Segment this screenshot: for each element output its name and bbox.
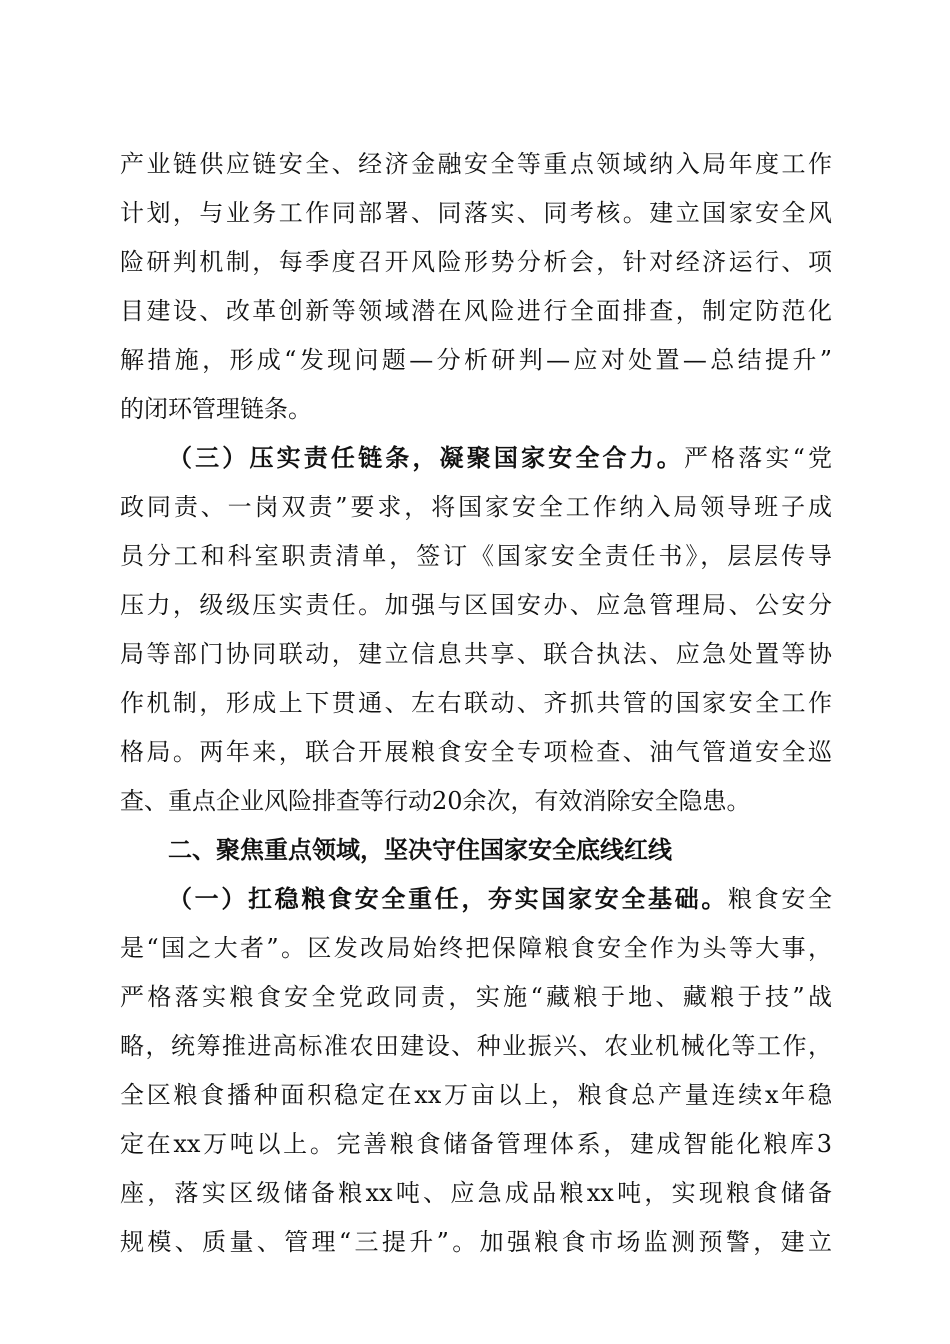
- paragraph-2-line-7: 格局。两年来，联合开展粮食安全专项检查、油气管道安全巡: [120, 738, 832, 766]
- paragraph-3-line-1: [168, 882, 832, 916]
- paragraph-1-line-2: 计划，与业务工作同部署、同落实、同考核。建立国家安全风: [120, 199, 832, 227]
- section-heading: 二、聚焦重点领域，坚决守住国家安全底线红线: [168, 836, 672, 864]
- paragraph-1-line-6: 的闭环管理链条。: [120, 395, 312, 423]
- paragraph-2-line-6: 作机制，形成上下贯通、左右联动、齐抓共管的国家安全工作: [120, 689, 832, 717]
- paragraph-3-first-line-rest: 粮食安全: [728, 885, 832, 913]
- paragraph-3-line-2: 是“国之大者”。区发改局始终把保障粮食安全作为头等大事，: [120, 934, 832, 962]
- paragraph-3-line-4: 略，统筹推进高标准农田建设、种业振兴、农业机械化等工作，: [120, 1032, 832, 1060]
- paragraph-3-line-3: 严格落实粮食安全党政同责，实施“藏粮于地、藏粮于技”战: [120, 983, 832, 1011]
- paragraph-1-line-4: 目建设、改革创新等领域潜在风险进行全面排查，制定防范化: [120, 297, 832, 325]
- paragraph-2-first-line-rest: 严格落实“党: [683, 444, 832, 472]
- paragraph-1-line-5: 解措施，形成“发现问题—分析研判—应对处置—总结提升”: [120, 346, 832, 374]
- paragraph-1-line-3: 险研判机制，每季度召开风险形势分析会，针对经济运行、项: [120, 248, 832, 276]
- paragraph-2-lead: （三）压实责任链条，凝聚国家安全合力。: [168, 443, 684, 472]
- paragraph-2-line-8: 查、重点企业风险排查等行动20余次，有效消除安全隐患。: [120, 787, 751, 815]
- paragraph-2-line-1: [168, 441, 832, 475]
- paragraph-3-line-8: 规模、质量、管理“三提升”。加强粮食市场监测预警，建立: [120, 1228, 832, 1256]
- paragraph-2-line-5: 局等部门协同联动，建立信息共享、联合执法、应急处置等协: [120, 640, 832, 668]
- paragraph-3-line-7: 座，落实区级储备粮xx吨、应急成品粮xx吨，实现粮食储备: [120, 1179, 832, 1207]
- paragraph-2-line-3: 员分工和科室职责清单，签订《国家安全责任书》，层层传导: [120, 542, 832, 570]
- paragraph-1-line-1: 产业链供应链安全、经济金融安全等重点领域纳入局年度工作: [120, 150, 832, 178]
- paragraph-2-line-4: 压力，级级压实责任。加强与区国安办、应急管理局、公安分: [120, 591, 832, 619]
- paragraph-3-lead: （一）扛稳粮食安全重任，夯实国家安全基础。: [168, 884, 728, 913]
- paragraph-3-line-6: 定在xx万吨以上。完善粮食储备管理体系，建成智能化粮库3: [120, 1130, 832, 1158]
- paragraph-3-line-5: 全区粮食播种面积稳定在xx万亩以上，粮食总产量连续x年稳: [120, 1081, 832, 1109]
- paragraph-2-line-2: 政同责、一岗双责”要求，将国家安全工作纳入局领导班子成: [120, 493, 832, 521]
